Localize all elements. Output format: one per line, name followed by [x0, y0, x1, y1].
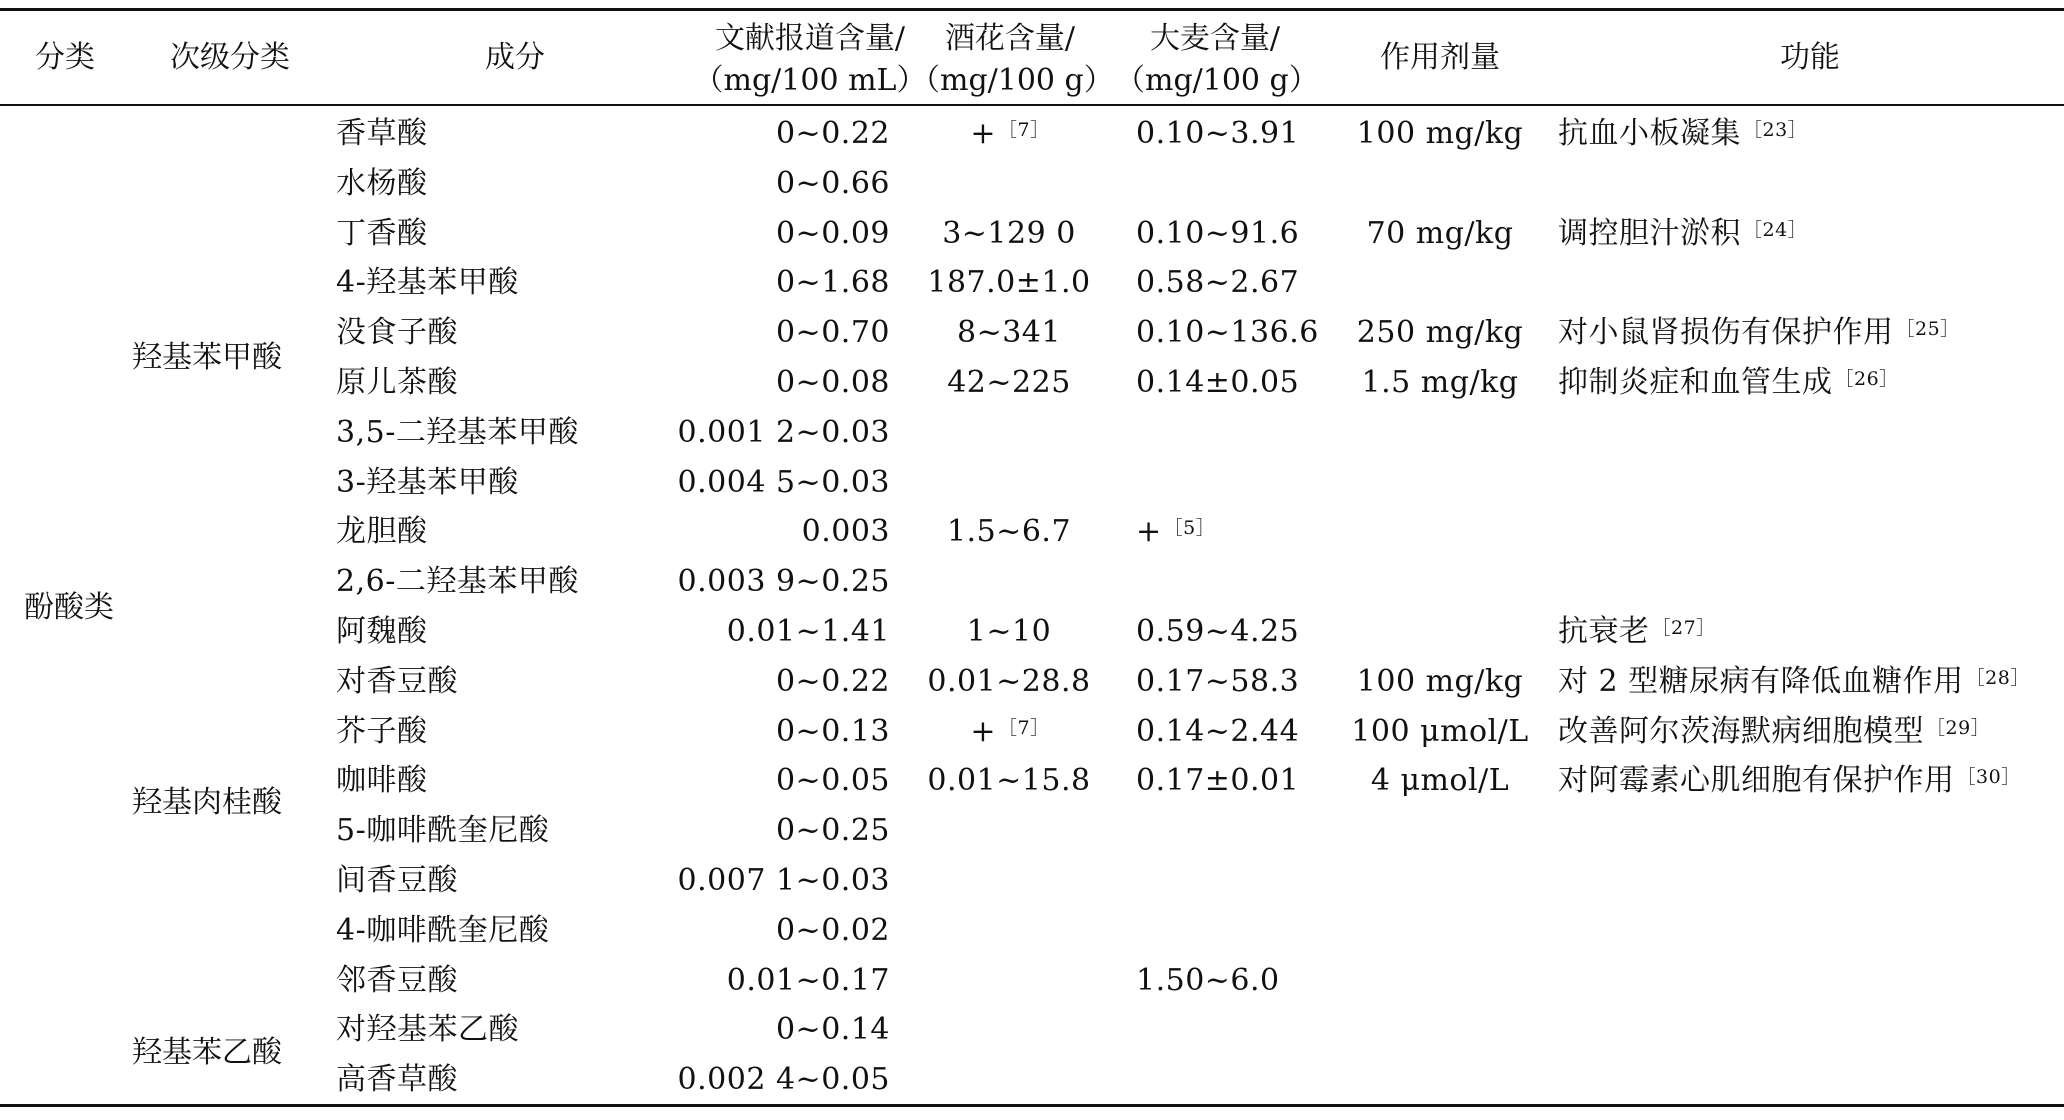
literature-value — [640, 913, 890, 949]
hops-value — [905, 564, 1115, 600]
function-value — [1558, 664, 2058, 700]
hops-value-text: 0.01~15.8 — [927, 763, 1091, 798]
function-value — [1558, 813, 2058, 849]
hops-value-text: 1.5~6.7 — [946, 514, 1072, 549]
hops-value-text: + — [970, 116, 997, 151]
literature-value-text: 0.002 4~0.05 — [677, 1062, 890, 1097]
citation-ref: ［23］ — [1743, 119, 1808, 141]
citation-ref: ［30］ — [1956, 766, 2021, 788]
function-value — [1558, 763, 2058, 799]
barley-value-text: 0.58~2.67 — [1136, 265, 1300, 300]
barley-value-text: 0.17~58.3 — [1136, 664, 1300, 699]
barley-value — [1136, 863, 1356, 899]
function-value — [1558, 365, 2058, 401]
function-value — [1558, 514, 2058, 550]
barley-value — [1136, 763, 1356, 799]
header-category: 分类 — [35, 40, 95, 75]
literature-value — [640, 465, 890, 501]
barley-value-text: 0.17±0.01 — [1136, 763, 1300, 798]
barley-value — [1136, 365, 1356, 401]
hops-value — [905, 664, 1115, 700]
component-name-text: 4-咖啡酰奎尼酸 — [336, 913, 550, 948]
literature-value-text: 0.01~0.17 — [726, 963, 890, 998]
function-value-text: 抗衰老 — [1558, 614, 1650, 649]
header-literature-line1: 文献报道含量/ — [714, 21, 906, 56]
hops-value-text: 3~129 0 — [942, 216, 1076, 251]
literature-value-text: 0.004 5~0.03 — [677, 465, 890, 500]
component-name-text: 水杨酸 — [336, 166, 428, 201]
category-label: 酚酸类 — [24, 590, 114, 625]
citation-ref: ［25］ — [1895, 318, 1960, 340]
barley-value-text: 0.10~136.6 — [1136, 315, 1319, 350]
barley-value-text: 0.59~4.25 — [1136, 614, 1300, 649]
function-value-text: 调控胆汁淤积 — [1558, 216, 1741, 251]
citation-ref: ［24］ — [1743, 219, 1808, 241]
literature-value — [640, 963, 890, 999]
header-subcategory: 次级分类 — [170, 40, 290, 75]
literature-value-text: 0~0.22 — [775, 664, 890, 699]
barley-value-text: 0.10~91.6 — [1136, 216, 1300, 251]
barley-value — [1136, 166, 1356, 202]
header-function: 功能 — [1780, 40, 1840, 75]
function-value — [1558, 564, 2058, 600]
function-value-text: 改善阿尔茨海默病细胞模型 — [1558, 714, 1924, 749]
barley-value — [1136, 315, 1356, 351]
literature-value — [640, 216, 890, 252]
component-name-text: 邻香豆酸 — [336, 963, 458, 998]
literature-value-text: 0~1.68 — [775, 265, 890, 300]
component-name-text: 2,6-二羟基苯甲酸 — [336, 564, 579, 599]
header-literature-line2: （mg/100 mL） — [693, 63, 927, 98]
hops-value — [905, 813, 1115, 849]
dose-value — [1340, 216, 1540, 252]
hops-value-text: 8~341 — [957, 315, 1061, 350]
literature-value-text: 0.001 2~0.03 — [677, 415, 890, 450]
function-value-text: 对 2 型糖尿病有降低血糖作用 — [1558, 664, 1964, 699]
literature-value — [640, 315, 890, 351]
literature-value-text: 0~0.25 — [775, 813, 890, 848]
dose-value — [1340, 664, 1540, 700]
header-hops-line1: 酒花含量/ — [944, 21, 1076, 56]
literature-value-text: 0.003 9~0.25 — [677, 564, 890, 599]
component-name-text: 间香豆酸 — [336, 863, 458, 898]
function-value — [1558, 863, 2058, 899]
function-value — [1558, 714, 2058, 750]
function-value-text: 对小鼠肾损伤有保护作用 — [1558, 315, 1894, 350]
table-top-rule — [0, 8, 2064, 11]
subcategory-label-hydroxyphenylacetic: 羟基苯乙酸 — [132, 1035, 282, 1070]
literature-value-text: 0~0.66 — [775, 166, 890, 201]
barley-value — [1136, 116, 1356, 152]
literature-value — [640, 664, 890, 700]
function-value — [1558, 216, 2058, 252]
header-barley-content — [1115, 18, 1319, 102]
literature-value-text: 0~0.22 — [775, 116, 890, 151]
barley-value — [1136, 963, 1356, 999]
component-name-text: 3-羟基苯甲酸 — [336, 465, 519, 500]
literature-value-text: 0~0.02 — [775, 913, 890, 948]
function-value — [1558, 465, 2058, 501]
literature-value-text: 0.01~1.41 — [726, 614, 890, 649]
header-literature-content — [690, 18, 930, 102]
barley-value — [1136, 913, 1356, 949]
barley-value — [1136, 564, 1356, 600]
literature-value-text: 0~0.70 — [775, 315, 890, 350]
barley-value-text: + — [1136, 514, 1162, 549]
hops-value — [905, 415, 1115, 451]
hops-value — [905, 365, 1115, 401]
literature-value-text: 0~0.09 — [775, 216, 890, 251]
literature-value — [640, 863, 890, 899]
dose-value-text: 70 mg/kg — [1366, 216, 1514, 251]
literature-value — [640, 166, 890, 202]
hops-value — [905, 714, 1115, 750]
table-header-rule — [0, 104, 2064, 106]
literature-value — [640, 365, 890, 401]
hops-value — [905, 1062, 1115, 1098]
literature-value — [640, 514, 890, 550]
function-value — [1558, 116, 2058, 152]
table-bottom-rule — [0, 1104, 2064, 1107]
component-name-text: 5-咖啡酰奎尼酸 — [336, 813, 550, 848]
dose-value — [1340, 315, 1540, 351]
function-value-text: 抑制炎症和血管生成 — [1558, 365, 1833, 400]
dose-value — [1340, 365, 1540, 401]
hops-value — [905, 514, 1115, 550]
barley-value — [1136, 415, 1356, 451]
hops-value — [905, 116, 1115, 152]
citation-ref: ［7］ — [998, 717, 1050, 739]
hops-value — [905, 863, 1115, 899]
dose-value-text: 250 mg/kg — [1356, 315, 1524, 350]
function-value — [1558, 166, 2058, 202]
dose-value-text: 100 mg/kg — [1356, 116, 1524, 151]
barley-value — [1136, 664, 1356, 700]
header-barley-line1: 大麦含量/ — [1149, 21, 1281, 56]
function-value — [1558, 415, 2058, 451]
header-hops-content — [910, 18, 1114, 102]
literature-value — [640, 1062, 890, 1098]
hops-value — [905, 614, 1115, 650]
barley-value-text: 0.10~3.91 — [1136, 116, 1300, 151]
literature-value-text: 0~0.05 — [775, 763, 890, 798]
subcategory-label-hydroxycinnamic: 羟基肉桂酸 — [132, 785, 282, 820]
hops-value — [905, 166, 1115, 202]
hops-value — [905, 963, 1115, 999]
hops-value-text: 0.01~28.8 — [927, 664, 1091, 699]
literature-value-text: 0~0.13 — [775, 714, 890, 749]
function-value — [1558, 963, 2058, 999]
component-name-text: 芥子酸 — [336, 714, 428, 749]
component-name-text: 对香豆酸 — [336, 664, 458, 699]
literature-value-text: 0.007 1~0.03 — [677, 863, 890, 898]
dose-value-text: 1.5 mg/kg — [1361, 365, 1519, 400]
literature-value — [640, 265, 890, 301]
literature-value-text: 0~0.08 — [775, 365, 890, 400]
component-name-text: 没食子酸 — [336, 315, 458, 350]
citation-ref: ［28］ — [1965, 667, 2030, 689]
dose-value — [1340, 116, 1540, 152]
header-dose: 作用剂量 — [1380, 40, 1500, 75]
citation-ref: ［26］ — [1834, 368, 1899, 390]
function-value-text: 抗血小板凝集 — [1558, 116, 1741, 151]
barley-value — [1136, 714, 1356, 750]
component-name-text: 原儿茶酸 — [336, 365, 458, 400]
dose-value — [1340, 763, 1540, 799]
component-name-text: 香草酸 — [336, 116, 428, 151]
barley-value — [1136, 614, 1356, 650]
component-name-text: 丁香酸 — [336, 216, 428, 251]
component-name-text: 3,5-二羟基苯甲酸 — [336, 415, 579, 450]
barley-value-text: 0.14~2.44 — [1136, 714, 1300, 749]
component-name-text: 4-羟基苯甲酸 — [336, 265, 519, 300]
header-hops-line2: （mg/100 g） — [910, 63, 1114, 98]
header-barley-line2: （mg/100 g） — [1115, 63, 1319, 98]
hops-value — [905, 216, 1115, 252]
hops-value-text: 42~225 — [947, 365, 1071, 400]
hops-value-text: 1~10 — [966, 614, 1052, 649]
component-name-text: 高香草酸 — [336, 1062, 458, 1097]
literature-value-text: 0~0.14 — [775, 1012, 890, 1047]
barley-value — [1136, 1012, 1356, 1048]
hops-value-text: 187.0±1.0 — [927, 265, 1091, 300]
subcategory-label-hydroxybenzoic: 羟基苯甲酸 — [132, 340, 282, 375]
dose-value-text: 100 μmol/L — [1351, 714, 1529, 749]
citation-ref: ［29］ — [1926, 717, 1991, 739]
citation-ref: ［27］ — [1651, 617, 1716, 639]
literature-value — [640, 714, 890, 750]
function-value — [1558, 265, 2058, 301]
component-name-text: 咖啡酸 — [336, 763, 428, 798]
hops-value — [905, 315, 1115, 351]
literature-value — [640, 564, 890, 600]
function-value-text: 对阿霉素心肌细胞有保护作用 — [1558, 763, 1955, 798]
function-value — [1558, 614, 2058, 650]
citation-ref: ［7］ — [998, 119, 1050, 141]
barley-value — [1136, 1062, 1356, 1098]
function-value — [1558, 1062, 2058, 1098]
barley-value — [1136, 265, 1356, 301]
function-value — [1558, 913, 2058, 949]
hops-value — [905, 913, 1115, 949]
dose-value — [1340, 714, 1540, 750]
dose-value-text: 100 mg/kg — [1356, 664, 1524, 699]
barley-value — [1136, 514, 1356, 550]
literature-value — [640, 614, 890, 650]
literature-value — [640, 763, 890, 799]
hops-value — [905, 1012, 1115, 1048]
hops-value-text: + — [970, 714, 997, 749]
literature-value — [640, 813, 890, 849]
literature-value — [640, 1012, 890, 1048]
barley-value — [1136, 813, 1356, 849]
literature-value — [640, 415, 890, 451]
function-value — [1558, 315, 2058, 351]
literature-value-text: 0.003 — [801, 514, 890, 549]
hops-value — [905, 763, 1115, 799]
component-name-text: 对羟基苯乙酸 — [336, 1012, 519, 1047]
barley-value — [1136, 465, 1356, 501]
barley-value-text: 1.50~6.0 — [1136, 963, 1280, 998]
barley-value-text: 0.14±0.05 — [1136, 365, 1300, 400]
literature-value — [640, 116, 890, 152]
hops-value — [905, 465, 1115, 501]
function-value — [1558, 1012, 2058, 1048]
header-component: 成分 — [485, 40, 545, 75]
dose-value-text: 4 μmol/L — [1370, 763, 1510, 798]
hops-value — [905, 265, 1115, 301]
component-name-text: 龙胆酸 — [336, 514, 428, 549]
component-name-text: 阿魏酸 — [336, 614, 428, 649]
citation-ref: ［5］ — [1163, 517, 1216, 539]
barley-value — [1136, 216, 1356, 252]
